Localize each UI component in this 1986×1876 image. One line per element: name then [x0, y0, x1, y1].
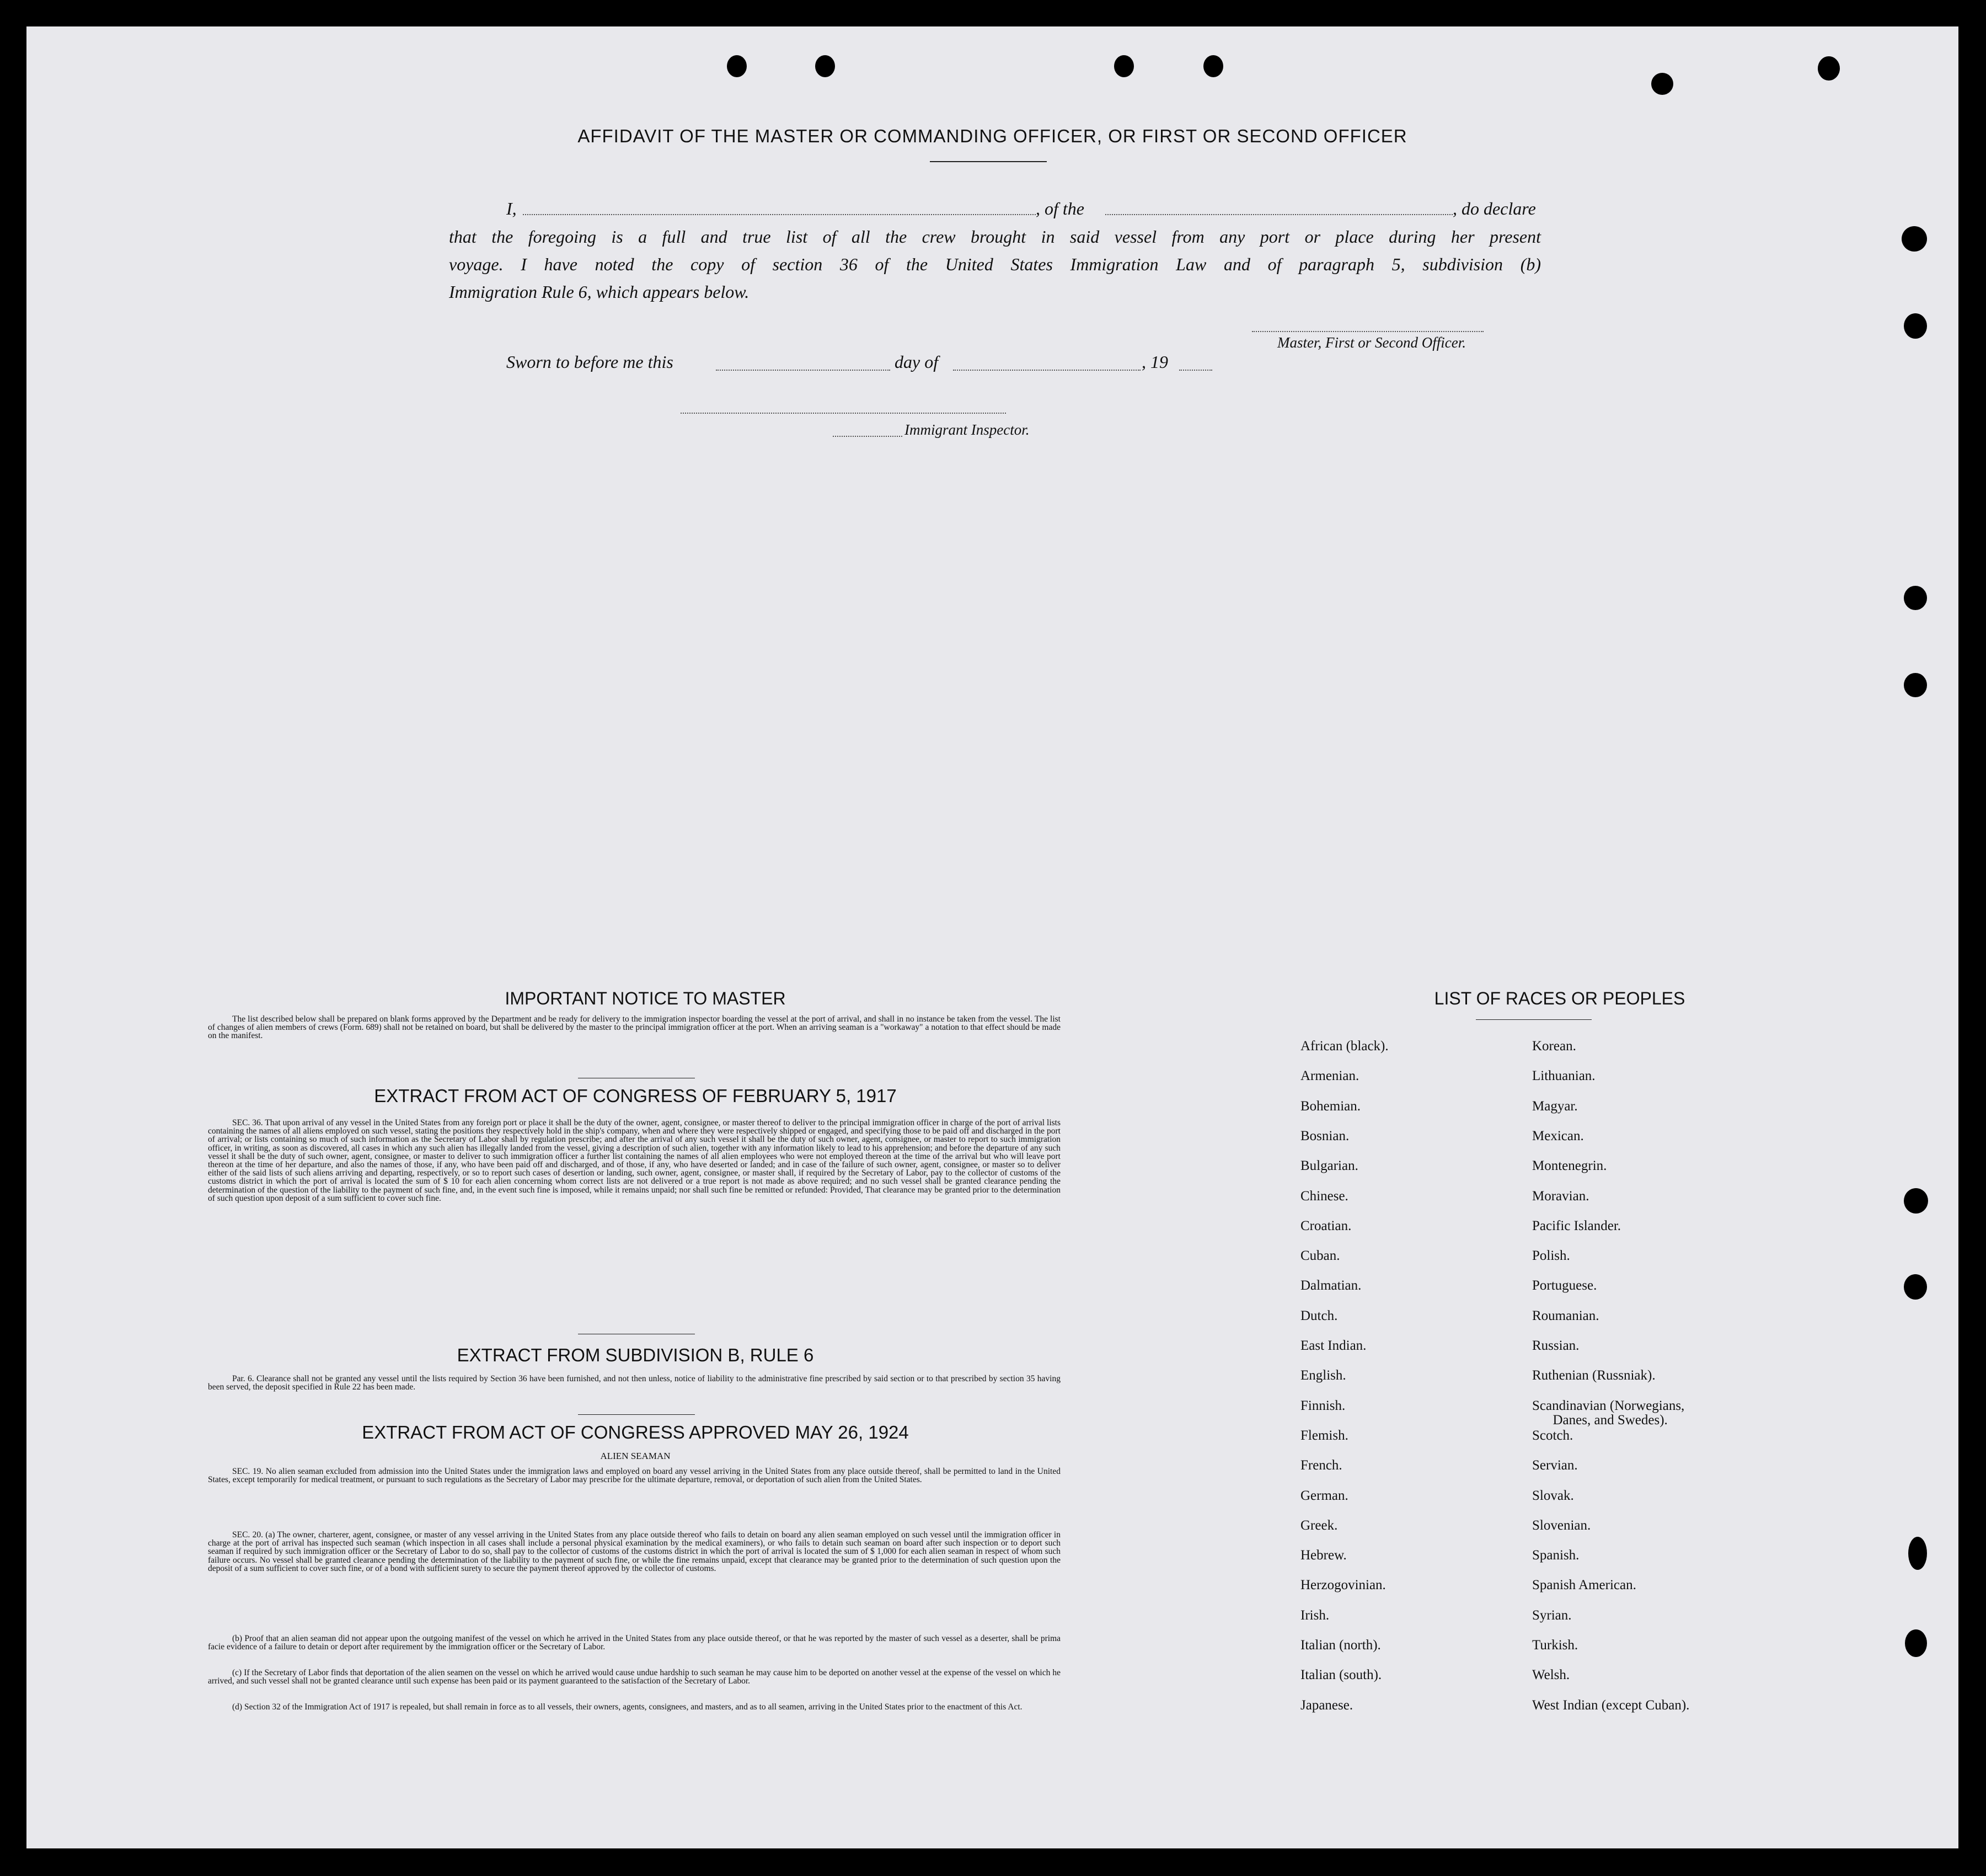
affidavit-i: I, [506, 199, 517, 218]
race-item: German. [1300, 1488, 1348, 1503]
race-item: Armenian. [1300, 1068, 1359, 1084]
alien-seaman-subtitle: ALIEN SEAMAN [600, 1451, 671, 1461]
extract-1917-title: EXTRACT FROM ACT OF CONGRESS OF FEBRUARY 5, 1917 [374, 1086, 897, 1106]
race-item: Ruthenian (Russniak). [1532, 1368, 1656, 1383]
extract-rule6-body: Par. 6. Clearance shall not be granted any vessel until the lists required by Section 36 have been furnished, and not then unless, notice of liability to the administrative fine prescribed by said section or to that prescribed by section 35 having been served, the deposit specified in Rule 22 has been made. [208, 1374, 1061, 1392]
sworn-year-blank [1179, 370, 1212, 371]
race-item: Spanish. [1532, 1548, 1580, 1563]
affidavit-of-the: , of the [1036, 199, 1084, 218]
punch-hole [815, 55, 835, 77]
affidavit-line-3: voyage. I have noted the copy of section 36 of the United States Immigration Law and of paragraph 5, subdivision (b) [449, 254, 1541, 274]
notice-body: The list described below shall be prepared on blank forms approved by the Department and be ready for delivery to the immigration inspector boarding the vessel at the port of arrival, and shall in no instance be taken from the vessel. The list of changes of alien members of crews (Form. 689) shall not be retained on board, but shall be delivered by the master to the principal immigration officer at the port. When an arriving seaman is a "workaway" a notation to that effect should be made on the manifest. [208, 1014, 1061, 1041]
race-item: Portuguese. [1532, 1278, 1597, 1294]
title-underline [930, 161, 1047, 162]
race-item: Russian. [1532, 1338, 1580, 1353]
race-item: Irish. [1300, 1607, 1330, 1623]
extract-1917-body: SEC. 36. That upon arrival of any vessel in the United States from any foreign port or place it shall be the duty of the owner, agent, consignee, or master thereof to deliver to the principal immigration officer in charge of the port of arrival lists containing the names of all aliens employed on such vessel, stating the positions they respectively hold in the ship's company, when and where they were respectively shipped or engaged, and specifying those to be paid off and discharged in the port of arrival; or lists containing so much of such information as the Secretary of Labor shall by regulation prescribe; and after the arrival of any such vessel it shall be the duty of such owner, agent, consignee, or master to report to such immigration officer, in writing, as soon as discovered, all cases in which any such alien has illegally landed from the vessel, giving a description of such alien, together with any information likely to lead to his apprehension; and before the departure of any such vessel it shall be the duty of such owner, agent, consignee, or master to deliver to such immigration officer a further list containing the names of all alien employees who were not employed thereon at the time of the arrival but who will leave port thereon at the time of her departure, and also the names of those, if any, who have been paid off and discharged, and of those, if any, who have deserted or landed; and in case of the failure of such owner, agent, consignee, or master so to deliver either of the said lists of such aliens arriving and departing, respectively, or so to report such cases of desertion or landing, such owner, agent, consignee, or master shall, if required by the Secretary of Labor, pay to the collector of customs of the customs district in which the port of arrival is located the sum of $ 10 for each alien concerning whom correct lists are not delivered or a true report is not made as above required; and no such vessel shall be granted clearance pending the determination of the question of the liability to the payment of such fine, and, in the event such fine is imposed, while it remains unpaid; nor shall such fine be remitted or refunded: Provided, That clearance may be granted prior to the determination of such question upon deposit of a sum sufficient to cover such fine. [208, 1118, 1061, 1203]
name-blank [523, 214, 1036, 215]
race-item: Finnish. [1300, 1398, 1346, 1413]
race-item: Spanish American. [1532, 1578, 1636, 1593]
inspector-signature-blank [681, 413, 1006, 414]
race-item: Servian. [1532, 1458, 1578, 1473]
race-item: Croatian. [1300, 1218, 1352, 1233]
race-item: French. [1300, 1458, 1342, 1473]
race-item: Herzogovinian. [1300, 1578, 1386, 1593]
affidavit-declare: , do declare [1453, 199, 1536, 218]
sec-20b-text: (b) Proof that an alien seaman did not appear upon the outgoing manifest of the vessel on which he arrived in the United States from any place outside thereof, or that he was reported by the master of such vessel as a deserter, shall be prima facie evidence of a failure to detain or deport after requirement by the immigration officer or the Secretary of Labor. [208, 1634, 1061, 1652]
race-item: Magyar. [1532, 1098, 1578, 1114]
race-item: Bohemian. [1300, 1098, 1361, 1114]
race-item: Italian (north). [1300, 1638, 1381, 1653]
extract-1924-title: EXTRACT FROM ACT OF CONGRESS APPROVED MAY 26, 1924 [362, 1422, 909, 1442]
race-item: Italian (south). [1300, 1667, 1382, 1683]
race-item: Bosnian. [1300, 1128, 1350, 1143]
inspector-signature-blank-2 [833, 436, 902, 437]
vessel-blank [1105, 214, 1453, 215]
punch-hole [1902, 226, 1927, 252]
race-item: Pacific Islander. [1532, 1218, 1621, 1233]
race-item: Dutch. [1300, 1308, 1338, 1323]
race-item: African (black). [1300, 1039, 1389, 1054]
inspector-label: Immigrant Inspector. [904, 421, 1030, 438]
race-item: East Indian. [1300, 1338, 1367, 1353]
race-item: English. [1300, 1368, 1346, 1383]
sworn-day-of: day of [895, 352, 939, 372]
punch-hole [1904, 673, 1927, 697]
race-item: Slovenian. [1532, 1517, 1591, 1533]
race-item: Scandinavian (Norwegians, Danes, and Swedes). [1532, 1398, 1685, 1428]
races-title-underline [1476, 1019, 1592, 1020]
race-item: Korean. [1532, 1039, 1576, 1054]
punch-hole [1904, 1188, 1928, 1214]
race-item: Polish. [1532, 1248, 1570, 1264]
race-item: Lithuanian. [1532, 1068, 1596, 1084]
race-item: Cuban. [1300, 1248, 1340, 1264]
sworn-year: , 19 [1142, 352, 1168, 372]
race-item: Scotch. [1532, 1428, 1573, 1443]
punch-hole [1905, 1629, 1927, 1657]
document-sheet [26, 26, 1958, 1848]
punch-hole [1203, 55, 1223, 77]
sec-20c-text: (c) If the Secretary of Labor finds that deportation of the alien seamen on the vessel on which he arrived would cause undue hardship to such seaman he may cause him to be deported on another vessel at the expense of the vessel on which he arrived, and such vessel shall not be granted clearance until such expense has been paid or its payment guaranteed to the satisfaction of the Secretary of Labor. [208, 1668, 1061, 1686]
race-item: Mexican. [1532, 1128, 1584, 1143]
race-item: Japanese. [1300, 1697, 1353, 1713]
races-title: LIST OF RACES OR PEOPLES [1434, 988, 1685, 1008]
sworn-prefix: Sworn to before me this [506, 352, 673, 372]
race-item: Bulgarian. [1300, 1158, 1358, 1174]
signature-label: Master, First or Second Officer. [1277, 334, 1466, 351]
race-item: Flemish. [1300, 1428, 1348, 1443]
race-item: Welsh. [1532, 1667, 1570, 1683]
race-item: Roumanian. [1532, 1308, 1599, 1323]
race-item: West Indian (except Cuban). [1532, 1697, 1690, 1713]
sworn-month-blank [953, 370, 1141, 371]
race-item: Syrian. [1532, 1607, 1572, 1623]
punch-hole [1904, 1274, 1927, 1300]
punch-hole [727, 55, 747, 77]
punch-hole [1114, 55, 1134, 77]
affidavit-line-2: that the foregoing is a full and true list of all the crew brought in said vessel from any port or place during her present [449, 227, 1541, 247]
notice-title: IMPORTANT NOTICE TO MASTER [505, 988, 786, 1008]
race-item: Turkish. [1532, 1638, 1578, 1653]
race-item: Slovak. [1532, 1488, 1574, 1503]
race-item: Chinese. [1300, 1188, 1348, 1204]
sec-20a-text: SEC. 20. (a) The owner, charterer, agent, consignee, or master of any vessel arriving in the United States from any place outside thereof who fails to detain on board any alien seaman employed on such vessel until the immigration officer in charge at the port of arrival has inspected such seaman (which inspection in all cases shall include a personal physical examination by the medical examiners), or who fails to detain such seaman on board after such inspection or to deport such seaman if required by such immigration officer or the Secretary of Labor to do so, shall pay to the collector of customs of the customs district in which the port of arrival is located the sum of $ 1,000 for each alien seaman in respect of whom such failure occurs. No vessel shall be granted clearance pending the determination of the liability to the payment of such fine, or while the fine remains unpaid, except that clearance may be granted prior to the determination of such question upon the deposit of a sum sufficient to cover such fine, or of a bond with sufficient surety to secure the payment thereof approved by the collector of customs. [208, 1530, 1061, 1573]
extract-rule6-title: EXTRACT FROM SUBDIVISION B, RULE 6 [457, 1345, 814, 1365]
punch-hole [1904, 313, 1927, 339]
race-item: Hebrew. [1300, 1548, 1347, 1563]
affidavit-line-4: Immigration Rule 6, which appears below. [449, 282, 750, 302]
affidavit-title: AFFIDAVIT OF THE MASTER OR COMMANDING OFFICER, OR FIRST OR SECOND OFFICER [577, 126, 1407, 146]
race-item: Greek. [1300, 1517, 1338, 1533]
punch-hole [1908, 1537, 1927, 1570]
punch-hole [1904, 586, 1927, 610]
signature-blank [1252, 331, 1484, 332]
race-item: Montenegrin. [1532, 1158, 1607, 1174]
race-item: Moravian. [1532, 1188, 1589, 1204]
punch-hole [1651, 73, 1673, 95]
divider [578, 1414, 695, 1415]
sec-19-text: SEC. 19. No alien seaman excluded from admission into the United States under the immigration laws and employed on board any vessel arriving in the United States from any place outside thereof, shall be permitted to land in the United States, except temporarily for medical treatment, or pursuant to such regulations as the Secretary of Labor may prescribe for the ultimate departure, removal, or deportation of such alien from the United States. [208, 1467, 1061, 1485]
sec-20d-text: (d) Section 32 of the Immigration Act of 1917 is repealed, but shall remain in force as to all vessels, their owners, agents, consignees, and masters, and as to all seamen, arriving in the United States prior to the enactment of this Act. [232, 1702, 1023, 1712]
punch-hole [1818, 56, 1840, 81]
race-item: Dalmatian. [1300, 1278, 1362, 1294]
sworn-day-blank [716, 370, 890, 371]
